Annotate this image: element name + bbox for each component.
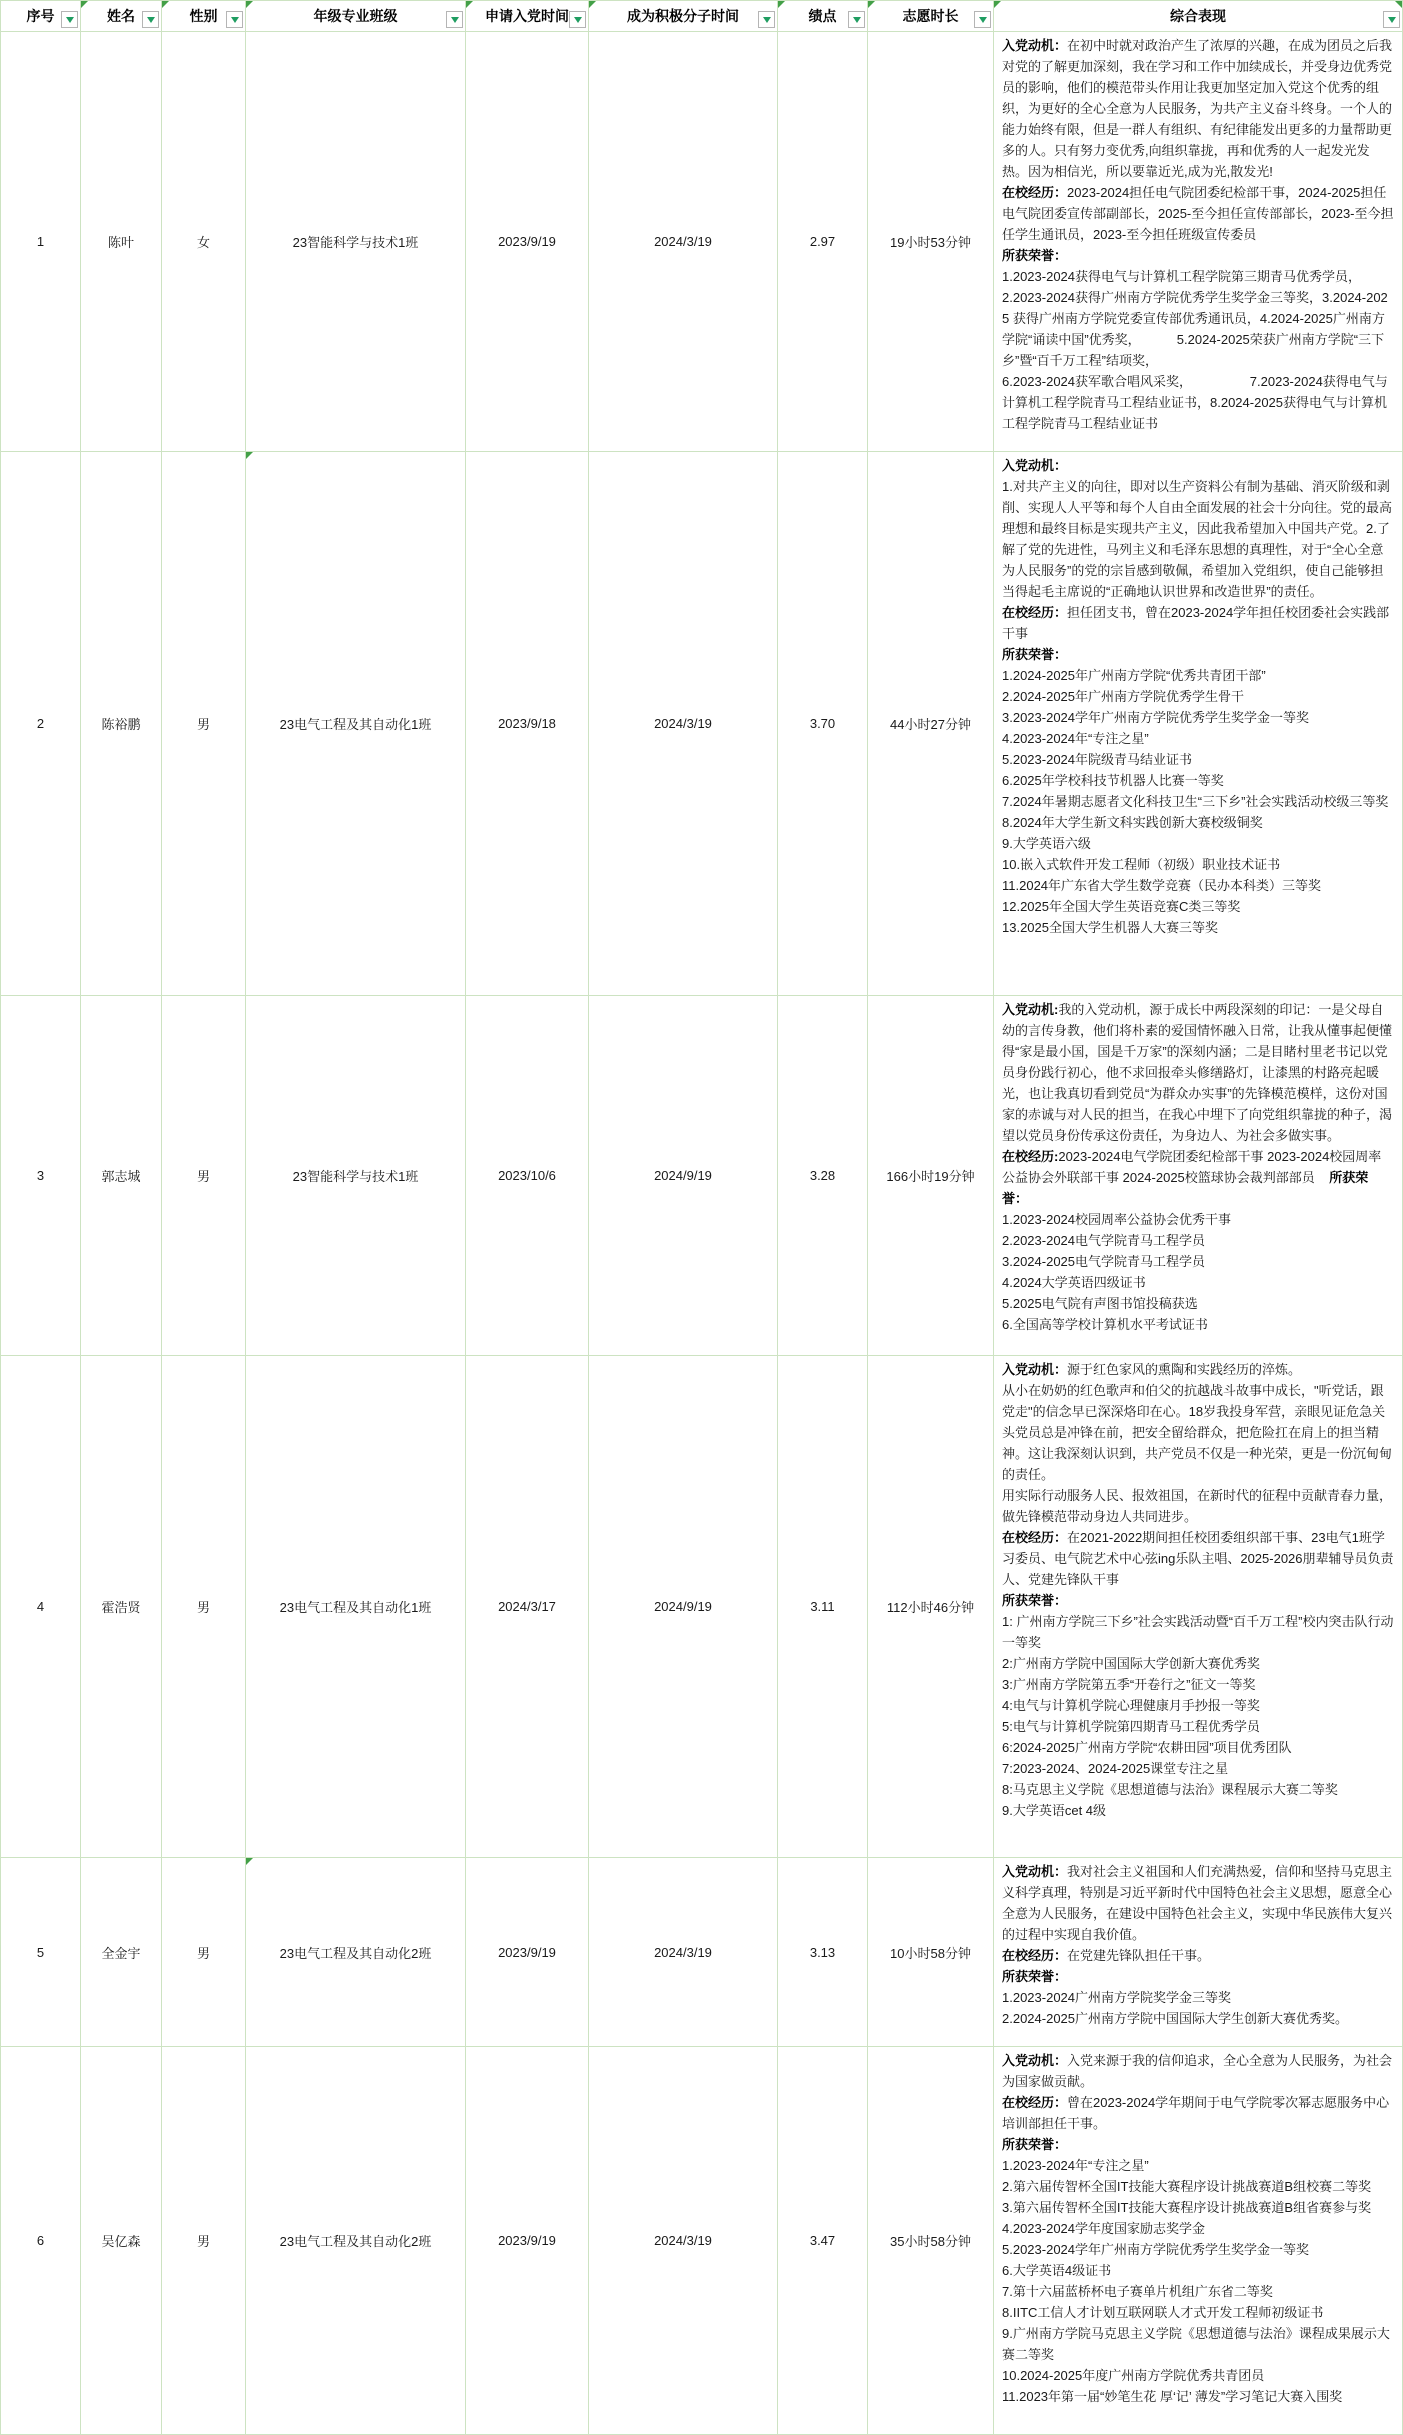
filter-arrow-icon: [451, 17, 459, 23]
flag-triangle-icon: [162, 1, 169, 8]
filter-arrow-icon: [574, 17, 582, 23]
cell-value: 44小时27分钟: [890, 717, 971, 732]
performance-paragraph: 在校经历:2023-2024电气学院团委纪检部干事 2023-2024校园周率公益协会外联部干事 2024-2025校篮球协会裁判部部员 所获荣誉：: [1002, 1149, 1382, 1206]
filter-arrow-icon: [66, 17, 74, 23]
seq-cell[interactable]: [1, 996, 81, 1356]
volunteer-cell[interactable]: [868, 1858, 994, 2047]
header-volunteer[interactable]: [868, 1, 994, 32]
flag-triangle-icon: [466, 1, 473, 8]
cell-value: 男: [196, 1600, 210, 1615]
performance-paragraph: 入党动机：我对社会主义祖国和人们充满热爱，信仰和坚持马克思主义科学真理，特别是习近平新时代中国特色社会主义思想，愿意全心全意为人民服务，在建设中国特色社会主义，实现中华民族伟大复兴的过程中实现自我价值。: [1002, 1864, 1393, 1942]
cell-value: 3.13: [809, 1944, 836, 1960]
gender-cell[interactable]: [162, 1356, 246, 1858]
performance-paragraph: 1.2023-2024年“专注之星”: [1002, 2158, 1149, 2173]
performance-paragraph: 入党动机：入党来源于我的信仰追求，全心全意为人民服务，为社会为国家做贡献。: [1002, 2053, 1393, 2089]
filter-arrow-icon: [147, 17, 155, 23]
cell-value: 2023/9/19: [498, 1944, 556, 1960]
performance-paragraph: 4.2024大学英语四级证书: [1002, 1275, 1146, 1290]
table-row: [1, 32, 1403, 452]
apply-date-cell[interactable]: [466, 32, 589, 452]
header-label: 序号: [26, 8, 55, 24]
cell-value: 2024/9/19: [654, 1168, 712, 1183]
performance-paragraph: 12.2025年全国大学生英语竞赛C类三等奖: [1002, 899, 1241, 914]
performance-paragraph: 5.2023-2024学年广州南方学院优秀学生奖学金一等奖: [1002, 2242, 1310, 2257]
header-label: 绩点: [808, 8, 837, 24]
performance-paragraph: 8:马克思主义学院《思想道德与法治》课程展示大赛二等奖: [1002, 1782, 1338, 1797]
class-cell[interactable]: [246, 32, 466, 452]
performance-paragraph: 9.大学英语cet 4级: [1002, 1803, 1107, 1818]
activist-date-cell[interactable]: [589, 1356, 778, 1858]
gpa-cell[interactable]: [778, 32, 868, 452]
class-cell[interactable]: [246, 1858, 466, 2047]
name-cell[interactable]: [81, 996, 162, 1356]
performance-paragraph: 10.嵌入式软件开发工程师（初级）职业技术证书: [1002, 857, 1281, 872]
cell-value: 全金宇: [101, 1945, 141, 1961]
filter-button[interactable]: [226, 11, 243, 28]
performance-paragraph: 7:2023-2024、2024-2025课堂专注之星: [1002, 1761, 1229, 1776]
gender-cell[interactable]: [162, 996, 246, 1356]
performance-paragraph: 2.2023-2024获得广州南方学院优秀学生奖学金三等奖，3.2024-2025 获得广州南方学院党委宣传部优秀通讯员，4.2024-2025广州南方学院“诵读中国”优秀奖， 5.2024-2025荣获广州南方学院“三下乡”暨“百千万工程”结项奖，: [1002, 290, 1388, 368]
flag-triangle-icon: [778, 1, 785, 8]
filter-arrow-icon: [979, 17, 987, 23]
cell-value: 男: [196, 2234, 210, 2249]
cell-value: 23电气工程及其自动化1班: [279, 1600, 432, 1615]
performance-paragraph: 11.2023年第一届“妙笔生花 厚‘记’ 薄发”学习笔记大赛入围奖: [1002, 2389, 1343, 2404]
filter-arrow-icon: [763, 17, 771, 23]
cell-value: 4: [36, 1599, 45, 1614]
table-row: [1, 996, 1403, 1356]
performance-paragraph: 8.IITC工信人才计划互联网联人才式开发工程师初级证书: [1002, 2305, 1324, 2320]
cell-value: 郭志城: [101, 1169, 141, 1184]
performance-cell[interactable]: [994, 452, 1403, 996]
cell-value: 3.47: [809, 2233, 836, 2248]
cell-value: 2023/9/19: [498, 234, 556, 249]
cell-value: 陈裕鹏: [101, 717, 141, 732]
cell-value: 霍浩贤: [101, 1600, 141, 1615]
table-body: [1, 32, 1403, 2435]
gender-cell[interactable]: [162, 32, 246, 452]
apply-date-cell[interactable]: [466, 1858, 589, 2047]
header-label: 综合表现: [1170, 8, 1226, 24]
performance-paragraph: 3.2024-2025电气学院青马工程学员: [1002, 1254, 1206, 1269]
cell-value: 23电气工程及其自动化2班: [279, 1945, 432, 1961]
activist-date-cell[interactable]: [589, 996, 778, 1356]
filter-arrow-icon: [1388, 17, 1396, 23]
table-row: [1, 2047, 1403, 2435]
header-label: 成为积极分子时间: [627, 8, 739, 24]
flag-triangle-icon: [868, 1, 875, 8]
gpa-cell[interactable]: [778, 1858, 868, 2047]
flag-triangle-icon: [589, 1, 596, 8]
performance-paragraph: 6.2023-2024获军歌合唱风采奖， 7.2023-2024获得电气与计算机工程学院青马工程结业证书，8.2024-2025获得电气与计算机工程学院青马工程结业证书: [1002, 374, 1388, 431]
filter-button[interactable]: [61, 11, 78, 28]
performance-paragraph: 6.全国高等学校计算机水平考试证书: [1002, 1317, 1208, 1332]
gender-cell[interactable]: [162, 452, 246, 996]
cell-value: 166小时19分钟: [886, 1169, 975, 1184]
cell-value: 3.70: [809, 716, 836, 731]
performance-paragraph: 10.2024-2025年度广州南方学院优秀共青团员: [1002, 2368, 1265, 2383]
header-label: 申请入党时间: [485, 8, 569, 24]
filter-button[interactable]: [569, 11, 586, 28]
filter-button[interactable]: [758, 11, 775, 28]
class-cell[interactable]: [246, 996, 466, 1356]
flag-triangle-icon: [81, 1, 88, 8]
volunteer-cell[interactable]: [868, 996, 994, 1356]
performance-paragraph: 5.2023-2024年院级青马结业证书: [1002, 752, 1193, 767]
cell-value: 2024/9/19: [654, 1599, 712, 1614]
cell-value: 2024/3/19: [654, 234, 712, 249]
gpa-cell[interactable]: [778, 996, 868, 1356]
performance-paragraph: 1.对共产主义的向往，即对以生产资料公有制为基础、消灭阶级和剥削、实现人人平等和每个人自由全面发展的社会十分向往。党的最高理想和最终目标是实现共产主义，因此我希望加入中国共产党。2.了解了党的先进性，马列主义和毛泽东思想的真理性，对于“全心全意为人民服务”的党的宗旨感到敬佩，希望加入党组织，使自己能够担当得起毛主席说的“正确地认识世界和改造世界”的责任。: [1002, 479, 1393, 599]
performance-paragraph: 1.2023-2024获得电气与计算机工程学院第三期青马优秀学员，: [1002, 269, 1362, 284]
cell-value: 2024/3/19: [654, 2233, 712, 2248]
volunteer-cell[interactable]: [868, 2047, 994, 2435]
gpa-cell[interactable]: [778, 452, 868, 996]
performance-paragraph: 所获荣誉：: [1002, 1969, 1068, 1984]
activist-date-cell[interactable]: [589, 32, 778, 452]
header-gender[interactable]: [162, 1, 246, 32]
performance-paragraph: 1.2023-2024广州南方学院奖学金三等奖: [1002, 1990, 1232, 2005]
performance-paragraph: 2:广州南方学院中国国际大学创新大赛优秀奖: [1002, 1656, 1260, 1671]
performance-paragraph: 用实际行动服务人民、报效祖国，在新时代的征程中贡献青春力量，做先锋模范带动身边人共同进步。: [1002, 1488, 1393, 1524]
header-label: 志愿时长: [902, 8, 959, 24]
performance-paragraph: 入党动机：源于红色家风的熏陶和实践经历的淬炼。: [1002, 1362, 1302, 1377]
performance-paragraph: 2.第六届传智杯全国IT技能大赛程序设计挑战赛道B组校赛二等奖: [1002, 2179, 1372, 2194]
cell-value: 2024/3/17: [498, 1599, 556, 1614]
cell-value: 23电气工程及其自动化2班: [279, 2234, 432, 2249]
header-row: [1, 1, 1403, 32]
performance-paragraph: 2.2024-2025年广州南方学院优秀学生骨干: [1002, 689, 1245, 704]
seq-cell[interactable]: [1, 1356, 81, 1858]
activist-date-cell[interactable]: [589, 452, 778, 996]
performance-paragraph: 7.2024年暑期志愿者文化科技卫生“三下乡”社会实践活动校级三等奖: [1002, 794, 1389, 809]
filter-button[interactable]: [142, 11, 159, 28]
performance-paragraph: 9.大学英语六级: [1002, 836, 1091, 851]
apply-date-cell[interactable]: [466, 452, 589, 996]
cell-value: 2024/3/19: [654, 1944, 712, 1960]
table-row: [1, 1858, 1403, 2047]
apply-date-cell[interactable]: [466, 2047, 589, 2435]
performance-paragraph: 2.2024-2025广州南方学院中国国际大学生创新大赛优秀奖。: [1002, 2011, 1349, 2026]
performance-paragraph: 11.2024年广东省大学生数学竞赛（民办本科类）三等奖: [1002, 878, 1322, 893]
activist-date-cell[interactable]: [589, 1858, 778, 2047]
cell-value: 2.97: [809, 234, 836, 249]
flag-triangle-icon: [1395, 1, 1402, 8]
cell-value: 10小时58分钟: [890, 1945, 971, 1961]
performance-paragraph: 所获荣誉：: [1002, 2137, 1068, 2152]
gender-cell[interactable]: [162, 1858, 246, 2047]
filter-button[interactable]: [974, 11, 991, 28]
performance-paragraph: 9.广州南方学院马克思主义学院《思想道德与法治》课程成果展示大赛二等奖: [1002, 2326, 1390, 2362]
cell-value: 1: [36, 234, 45, 249]
volunteer-cell[interactable]: [868, 452, 994, 996]
apply-date-cell[interactable]: [466, 996, 589, 1356]
name-cell[interactable]: [81, 2047, 162, 2435]
performance-paragraph: 所获荣誉：: [1002, 248, 1068, 263]
cell-value: 112小时46分钟: [886, 1600, 975, 1615]
seq-cell[interactable]: [1, 1858, 81, 2047]
cell-value: 2023/10/6: [498, 1168, 556, 1183]
header-seq[interactable]: [1, 1, 81, 32]
volunteer-cell[interactable]: [868, 1356, 994, 1858]
performance-paragraph: 2.2023-2024电气学院青马工程学员: [1002, 1233, 1206, 1248]
cell-value: 男: [196, 1169, 210, 1184]
flag-triangle-icon: [246, 452, 253, 459]
performance-cell[interactable]: [994, 32, 1403, 452]
cell-value: 3.28: [809, 1168, 836, 1183]
header-name[interactable]: [81, 1, 162, 32]
performance-paragraph: 8.2024年大学生新文科实践创新大赛校级铜奖: [1002, 815, 1263, 830]
performance-paragraph: 3.2023-2024学年广州南方学院优秀学生奖学金一等奖: [1002, 710, 1310, 725]
filter-button[interactable]: [1383, 11, 1400, 28]
performance-paragraph: 1: 广州南方学院三下乡”社会实践活动暨“百千万工程”校内突击队行动一等奖: [1002, 1614, 1394, 1650]
performance-paragraph: 入党动机：在初中时就对政治产生了浓厚的兴趣，在成为团员之后我对党的了解更加深刻，我在学习和工作中加续成长，并受身边优秀党员的影响，他们的模范带头作用让我更加坚定加入党这个优秀的组织，为更好的全心全意为人民服务，为共产主义奋斗终身。一个人的能力始终有限，但是一群人有组织、有纪律能发出更多的力量帮助更多的人。只有努力变优秀,向组织靠拢，再和优秀的人一起发光发热。因为相信光，所以要靠近光,成为光,散发光!: [1002, 38, 1393, 179]
performance-paragraph: 入党动机：: [1002, 458, 1068, 473]
performance-cell[interactable]: [994, 1858, 1403, 2047]
header-label: 姓名: [107, 8, 135, 24]
filter-arrow-icon: [231, 17, 239, 23]
cell-value: 女: [196, 235, 210, 250]
cell-value: 23电气工程及其自动化1班: [279, 717, 432, 732]
performance-paragraph: 4:电气与计算机学院心理健康月手抄报一等奖: [1002, 1698, 1260, 1713]
name-cell[interactable]: [81, 1858, 162, 2047]
cell-value: 23智能科学与技术1班: [292, 235, 419, 250]
gpa-cell[interactable]: [778, 2047, 868, 2435]
performance-paragraph: 4.2023-2024年“专注之星”: [1002, 731, 1149, 746]
performance-paragraph: 4.2023-2024学年度国家励志奖学金: [1002, 2221, 1206, 2236]
performance-paragraph: 7.第十六届蓝桥杯电子赛单片机组广东省二等奖: [1002, 2284, 1273, 2299]
table-row: [1, 1356, 1403, 1858]
cell-value: 3: [36, 1168, 45, 1183]
performance-paragraph: 在校经历：担任团支书，曾在2023-2024学年担任校团委社会实践部干事: [1002, 605, 1390, 641]
filter-button[interactable]: [848, 11, 865, 28]
name-cell[interactable]: [81, 452, 162, 996]
cell-value: 2024/3/19: [654, 716, 712, 731]
header-gpa[interactable]: [778, 1, 868, 32]
performance-paragraph: 在校经历：在2021-2022期间担任校团委组织部干事、23电气1班学习委员、电气院艺术中心弦ing乐队主唱、2025-2026朋辈辅导员负责人、党建先锋队干事: [1002, 1530, 1394, 1587]
gpa-cell[interactable]: [778, 1356, 868, 1858]
cell-value: 2023/9/19: [498, 2233, 556, 2248]
cell-value: 5: [36, 1944, 45, 1960]
cell-value: 23智能科学与技术1班: [292, 1169, 419, 1184]
filter-button[interactable]: [446, 11, 463, 28]
name-cell[interactable]: [81, 1356, 162, 1858]
cell-value: 19小时53分钟: [890, 235, 971, 250]
flag-triangle-icon: [246, 1858, 253, 1865]
class-cell[interactable]: [246, 452, 466, 996]
header-label: 性别: [189, 8, 218, 24]
apply-date-cell[interactable]: [466, 1356, 589, 1858]
performance-paragraph: 6.大学英语4级证书: [1002, 2263, 1112, 2278]
name-cell[interactable]: [81, 32, 162, 452]
performance-cell[interactable]: [994, 1356, 1403, 1858]
performance-paragraph: 5.2025电气院有声图书馆投稿获选: [1002, 1296, 1198, 1311]
performance-paragraph: 从小在奶奶的红色歌声和伯父的抗越战斗故事中成长，"听党话，跟党走"的信念早已深深烙印在心。18岁我投身军营，亲眼见证危急关头党员总是冲锋在前，把安全留给群众，把危险扛在肩上的担当精神。这让我深刻认识到，共产党员不仅是一种光荣，更是一份沉甸甸的责任。: [1002, 1383, 1393, 1482]
filter-arrow-icon: [853, 17, 861, 23]
performance-paragraph: 5:电气与计算机学院第四期青马工程优秀学员: [1002, 1719, 1260, 1734]
class-cell[interactable]: [246, 1356, 466, 1858]
cell-value: 6: [36, 2233, 45, 2248]
performance-paragraph: 在校经历：2023-2024担任电气院团委纪检部干事，2024-2025担任电气院团委宣传部副部长，2025-至今担任宣传部部长，2023-至今担任学生通讯员，2023-至今担任班级宣传委员: [1002, 185, 1394, 242]
cell-value: 吴亿森: [101, 2234, 141, 2249]
performance-cell[interactable]: [994, 996, 1403, 1356]
performance-paragraph: 3.第六届传智杯全国IT技能大赛程序设计挑战赛道B组省赛参与奖: [1002, 2200, 1372, 2215]
header-activist-date[interactable]: [589, 1, 778, 32]
cell-value: 3.11: [810, 1599, 835, 1614]
cell-value: 2: [36, 716, 45, 731]
flag-triangle-icon: [994, 1, 1001, 8]
performance-paragraph: 在校经历：在党建先锋队担任干事。: [1002, 1948, 1211, 1963]
flag-triangle-icon: [246, 1, 253, 8]
performance-paragraph: 3:广州南方学院第五季“开卷行之”征文一等奖: [1002, 1677, 1256, 1692]
cell-value: 陈叶: [107, 235, 134, 250]
cell-value: 男: [196, 1945, 210, 1961]
class-cell[interactable]: [246, 2047, 466, 2435]
performance-paragraph: 在校经历：曾在2023-2024学年期间于电气学院零次幂志愿服务中心培训部担任干事。: [1002, 2095, 1390, 2131]
table-row: [1, 452, 1403, 996]
activist-date-cell[interactable]: [589, 2047, 778, 2435]
volunteer-cell[interactable]: [868, 32, 994, 452]
performance-paragraph: 6:2024-2025广州南方学院“农耕田园”项目优秀团队: [1002, 1740, 1292, 1755]
performance-paragraph: 6.2025年学校科技节机器人比赛一等奖: [1002, 773, 1224, 788]
header-apply-date[interactable]: [466, 1, 589, 32]
cell-value: 35小时58分钟: [890, 2234, 971, 2249]
performance-paragraph: 13.2025全国大学生机器人大赛三等奖: [1002, 920, 1218, 935]
header-performance[interactable]: [994, 1, 1403, 32]
performance-paragraph: 1.2023-2024校园周率公益协会优秀干事: [1002, 1212, 1232, 1227]
cell-value: 2023/9/18: [498, 716, 556, 731]
performance-paragraph: 所获荣誉：: [1002, 647, 1068, 662]
performance-cell[interactable]: [994, 2047, 1403, 2435]
seq-cell[interactable]: [1, 452, 81, 996]
gender-cell[interactable]: [162, 2047, 246, 2435]
seq-cell[interactable]: [1, 32, 81, 452]
header-label: 年级专业班级: [313, 8, 398, 24]
seq-cell[interactable]: [1, 2047, 81, 2435]
header-class[interactable]: [246, 1, 466, 32]
cell-value: 男: [196, 717, 210, 732]
performance-paragraph: 所获荣誉：: [1002, 1593, 1068, 1608]
performance-paragraph: 入党动机:我的入党动机，源于成长中两段深刻的印记：一是父母自幼的言传身教，他们将朴素的爱国情怀融入日常，让我从懂事起便懂得“家是最小国，国是千万家”的深刻内涵；二是目睹村里老书记以党员身份践行初心，他不求回报牵头修缮路灯，让漆黑的村路亮起暖光，也让我真切看到党员“为群众办实事”的先锋模范模样，这份对国家的赤诚与对人民的担当，在我心中埋下了向党组织靠拢的种子，渴望以党员身份传承这份责任，为身边人、为社会多做实事。: [1002, 1002, 1393, 1143]
performance-paragraph: 1.2024-2025年广州南方学院“优秀共青团干部”: [1002, 668, 1266, 683]
